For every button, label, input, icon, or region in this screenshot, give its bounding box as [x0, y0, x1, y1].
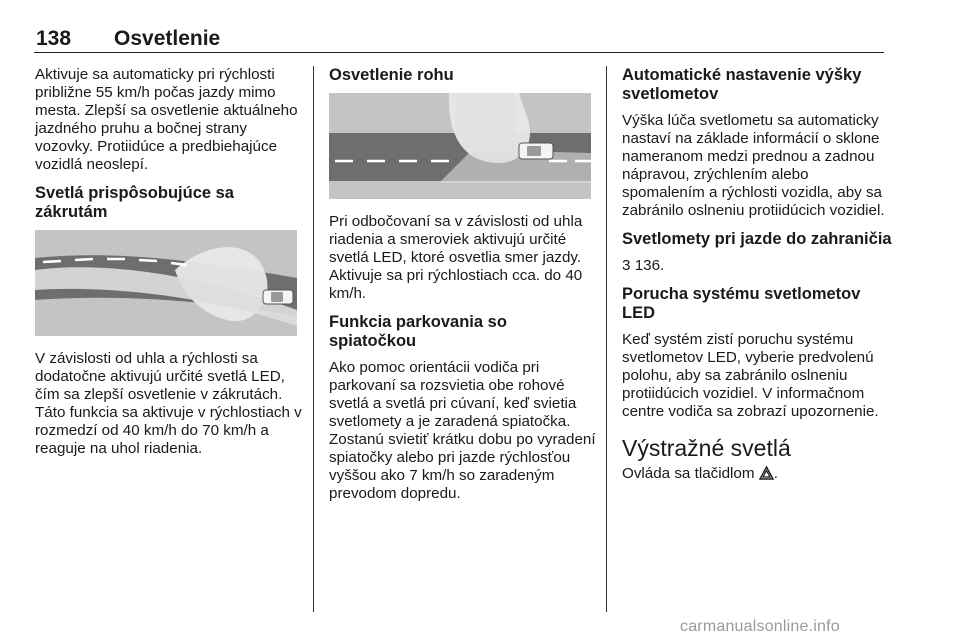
- page-reference[interactable]: [622, 257, 892, 275]
- section-heading-reverse-parking: Funkcia parkovania so spiatočkou: [329, 313, 507, 350]
- hazard-text-end: .: [773, 465, 778, 482]
- section-heading-corner-light: Osvetlenie rohu: [329, 66, 454, 84]
- page-header: [34, 26, 884, 53]
- curve-lights-paragraph: V závislosti od uhla a rýchlosti sa dodatočne aktivujú určité svetlá LED, čím sa zlepší osvetlenie v zákrutách. Táto funkcia sa aktivuje v rýchlostiach v rozmedzí od 40 km/h do 70 km/h a reaguje na uhol riadenia.: [35, 350, 302, 457]
- column-1: [35, 66, 305, 468]
- car-icon: [263, 290, 293, 304]
- watermark: carmanualsonline.info: [680, 618, 840, 635]
- reference-arrow-icon: 3: [622, 257, 631, 274]
- corner-lighting-illustration: [329, 93, 591, 199]
- page-title: Osvetlenie: [114, 27, 221, 50]
- column-3: [622, 66, 892, 493]
- led-fault-paragraph: Keď systém zistí poruchu systému svetlometov LED, vyberie predvolenú polohu, aby sa zabránilo oslneniu protiidúcich vozidiel. V informačnom centre vodiča sa zobrazí upozornenie.: [622, 331, 879, 420]
- column-divider-2: [606, 66, 607, 612]
- corner-light-paragraph: Pri odbočovaní sa v závislosti od uhla riadenia a smeroviek aktivujú určité svetlá LED, ktoré osvetlia smer jazdy. Aktivuje sa pri rýchlostiach cca. do 40 km/h.: [329, 213, 583, 302]
- hazard-paragraph: [622, 465, 892, 483]
- section-heading-auto-leveling: Automatické nastavenie výšky svetlometov: [622, 66, 862, 103]
- reference-page: 136.: [634, 257, 665, 274]
- intro-paragraph: Aktivuje sa automaticky pri rýchlosti približne 55 km/h počas jazdy mimo mesta. Zlepší sa osvetlenie aktuálneho jazdného pruhu a bočnej strany vozovky. Protiidúce a predbiehajúce vozidlá neoslepí.: [35, 66, 298, 173]
- section-heading-abroad: Svetlomety pri jazde do zahraničia: [622, 230, 892, 248]
- car-icon: [519, 143, 553, 159]
- hazard-warning-icon: [759, 466, 774, 480]
- reverse-parking-paragraph: Ako pomoc orientácii vodiča pri parkovaní sa rozsvietia obe rohové svetlá a svetlá pri cúvaní, keď svietia svetlomety a je zaradená spiatočka. Zostanú svietiť krátku dobu po vyradení spiatočky alebo pri jazde rýchlosťou vyššou ako 7 km/h so zaradeným prevodom dopredu.: [329, 359, 596, 502]
- column-divider-1: [313, 66, 314, 612]
- page-number: 138: [36, 27, 72, 50]
- section-heading-curve-lights: Svetlá prispôsobujúce sa zákrutám: [35, 184, 234, 221]
- hazard-text: Ovláda sa tlačidlom: [622, 465, 755, 482]
- section-heading-hazard-lights: Výstražné svetlá: [622, 435, 791, 461]
- section-heading-led-fault: Porucha systému svetlometov LED: [622, 285, 861, 322]
- auto-leveling-paragraph: Výška lúča svetlometu sa automaticky nastaví na základe informácií o sklone nameranom medzi prednou a zadnou nápravou, zrýchlením alebo spomalením a rýchlosti vozidla, aby sa zabránilo oslneniu protiidúcich vozidiel.: [622, 112, 885, 219]
- curve-lighting-illustration: [35, 230, 297, 336]
- column-2: [329, 66, 597, 513]
